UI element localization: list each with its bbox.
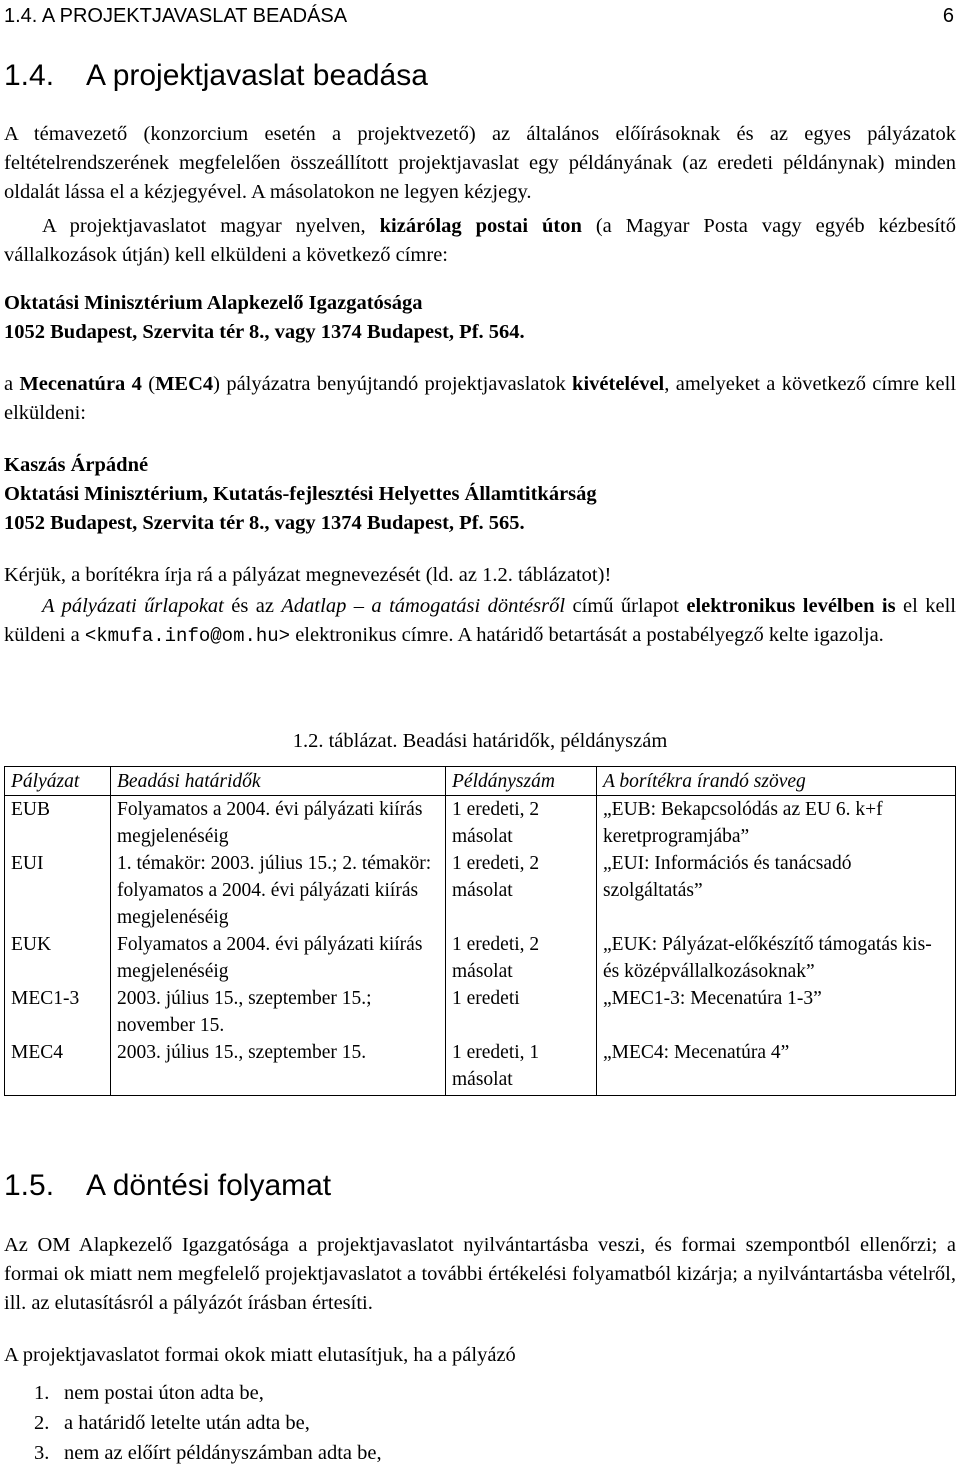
- emphasis-mec4: MEC4: [155, 373, 214, 395]
- table-cell: „MEC1-3: Mecenatúra 1-3”: [597, 985, 956, 1039]
- paragraph-rejection-intro: A projektjavaslatot formai okok miatt elutasítjuk, ha a pályázó: [4, 1344, 516, 1366]
- table-cell: 1 eredeti: [446, 985, 597, 1039]
- table-cell: EUI: [5, 850, 111, 931]
- section-title: A döntési folyamat: [86, 1169, 332, 1202]
- table-cell: 1. témakör: 2003. július 15.; 2. témakör: folyamatos a 2004. évi pályázati kiírás megjelenéséig: [111, 850, 446, 931]
- section-heading-1-5: [4, 1168, 331, 1204]
- address-block-1: [4, 289, 525, 347]
- table-row: [5, 985, 956, 1039]
- table-cell: 1 eredeti, 2 másolat: [446, 850, 597, 931]
- email-address-link[interactable]: <kmufa.info@om.hu>: [84, 625, 291, 647]
- table-row: [5, 1039, 956, 1096]
- table-cell: „EUB: Bekapcsolódás az EU 6. k+f keretprogramjába”: [597, 796, 956, 851]
- list-text: a határidő letelte után adta be,: [64, 1412, 310, 1434]
- section-number: 1.5.: [4, 1169, 55, 1202]
- paragraph-decision-process: Az OM Alapkezelő Igazgatósága a projektjavaslatot nyilvántartásba veszi, és formai szempontból ellenőrzi; a formai ok miatt nem megfelelő projektjavaslatot a további értékelési folyamatból kizárja; a nyilvántartásba vételről, ill. az elutasításról a pályázót írásban értesíti.: [4, 1234, 956, 1314]
- text-run: A projektjavaslatot magyar nyelven,: [42, 215, 380, 237]
- table-cell: 1 eredeti, 1 másolat: [446, 1039, 597, 1096]
- table-cell: „EUI: Információs és tanácsadó szolgáltatás”: [597, 850, 956, 931]
- paragraph-postal: [4, 212, 956, 270]
- column-header: Pályázat: [5, 767, 111, 796]
- table-cell: 1 eredeti, 2 másolat: [446, 931, 597, 985]
- table-cell: Folyamatos a 2004. évi pályázati kiírás megjelenéséig: [111, 931, 446, 985]
- address-line: Oktatási Minisztérium, Kutatás-fejlesztési Helyettes Államtitkárság: [4, 483, 597, 505]
- text-run: ) pályázatra benyújtandó projektjavaslatok: [213, 373, 573, 395]
- emphasis-postal-only: kizárólag postai úton: [379, 215, 582, 237]
- rejection-reasons-list: [4, 1378, 382, 1468]
- section-number: 1.4.: [4, 59, 55, 92]
- table-cell: 2003. július 15., szeptember 15.: [111, 1039, 446, 1096]
- submission-table: [4, 766, 956, 1096]
- paragraph-envelope-note: Kérjük, a borítékra írja rá a pályázat megnevezését (ld. az 1.2. táblázatot)!: [4, 564, 612, 586]
- text-run: a: [4, 373, 20, 395]
- column-header: Beadási határidők: [111, 767, 446, 796]
- italic-datasheet: Adatlap – a támogatási döntésről: [281, 595, 566, 617]
- table-row: [5, 796, 956, 851]
- table-row: [5, 850, 956, 931]
- list-text: nem az előírt példányszámban adta be,: [64, 1442, 382, 1464]
- column-header: A borítékra írandó szöveg: [597, 767, 956, 796]
- text-run: , amelyeket a következő címre kell elküldeni:: [4, 373, 957, 424]
- running-head-title: 1.4. A PROJEKTJAVASLAT BEADÁSA: [4, 5, 348, 27]
- table-cell: EUB: [5, 796, 111, 851]
- table-cell: 1 eredeti, 2 másolat: [446, 796, 597, 851]
- address-block-2: [4, 451, 597, 538]
- address-line: 1052 Budapest, Szervita tér 8., vagy 1374 Budapest, Pf. 565.: [4, 512, 525, 534]
- paragraph-mec4-exception: [4, 370, 956, 428]
- list-text: nem postai úton adta be,: [64, 1382, 264, 1404]
- table-cell: 2003. július 15., szeptember 15.; november 15.: [111, 985, 446, 1039]
- column-header: Példányszám: [446, 767, 597, 796]
- table-row: [5, 931, 956, 985]
- table-cell: MEC4: [5, 1039, 111, 1096]
- address-line: 1052 Budapest, Szervita tér 8., vagy 1374 Budapest, Pf. 564.: [4, 321, 525, 343]
- table-cell: MEC1-3: [5, 985, 111, 1039]
- table-cell: Folyamatos a 2004. évi pályázati kiírás megjelenéséig: [111, 796, 446, 851]
- text-run: (a Magyar Posta vagy egyéb kézbesítő vállalkozások útján) kell elküldeni a következő címre:: [4, 215, 956, 266]
- address-line: Oktatási Minisztérium Alapkezelő Igazgatósága: [4, 292, 423, 314]
- list-item: [4, 1378, 382, 1408]
- list-number: 3.: [34, 1442, 50, 1464]
- italic-forms: A pályázati űrlapokat: [42, 595, 224, 617]
- table-cell: EUK: [5, 931, 111, 985]
- address-line: Kaszás Árpádné: [4, 454, 149, 476]
- table-caption: 1.2. táblázat. Beadási határidők, példányszám: [292, 730, 668, 752]
- text-run: (: [141, 373, 156, 395]
- section-title: A projektjavaslat beadása: [86, 59, 428, 92]
- text-run: elektronikus címre. A határidő betartását a postabélyegző kelte igazolja.: [290, 624, 884, 646]
- emphasis-exception: kivételével: [572, 373, 665, 395]
- text-run: című űrlapot: [565, 595, 687, 617]
- running-header: [4, 4, 954, 28]
- page-number: 6: [942, 5, 954, 27]
- emphasis-email: elektronikus levélben is: [686, 595, 896, 617]
- paragraph-signature: A témavezető (konzorcium esetén a projektvezető) az általános előírásoknak és az egyes pályázatok feltételrendszerének megfelelően összeállított projektjavaslat egy példányának (az eredeti példánynak) minden oldalát lássa el a kézjegyével. A másolatokon ne legyen kézjegy.: [4, 123, 956, 203]
- table-header-row: [5, 767, 956, 796]
- list-number: 2.: [34, 1412, 50, 1434]
- section-heading-1-4: [4, 58, 428, 94]
- list-item: [4, 1438, 382, 1468]
- emphasis-mecenatura: Mecenatúra 4: [19, 373, 142, 395]
- table-cell: „EUK: Pályázat-előkészítő támogatás kis- és középvállalkozásoknak”: [597, 931, 956, 985]
- list-item: [4, 1408, 382, 1438]
- text-run: el kell küldeni a: [4, 595, 956, 646]
- text-run: és az: [223, 595, 282, 617]
- table-cell: „MEC4: Mecenatúra 4”: [597, 1039, 956, 1096]
- list-number: 1.: [34, 1382, 50, 1404]
- paragraph-electronic: [4, 592, 956, 651]
